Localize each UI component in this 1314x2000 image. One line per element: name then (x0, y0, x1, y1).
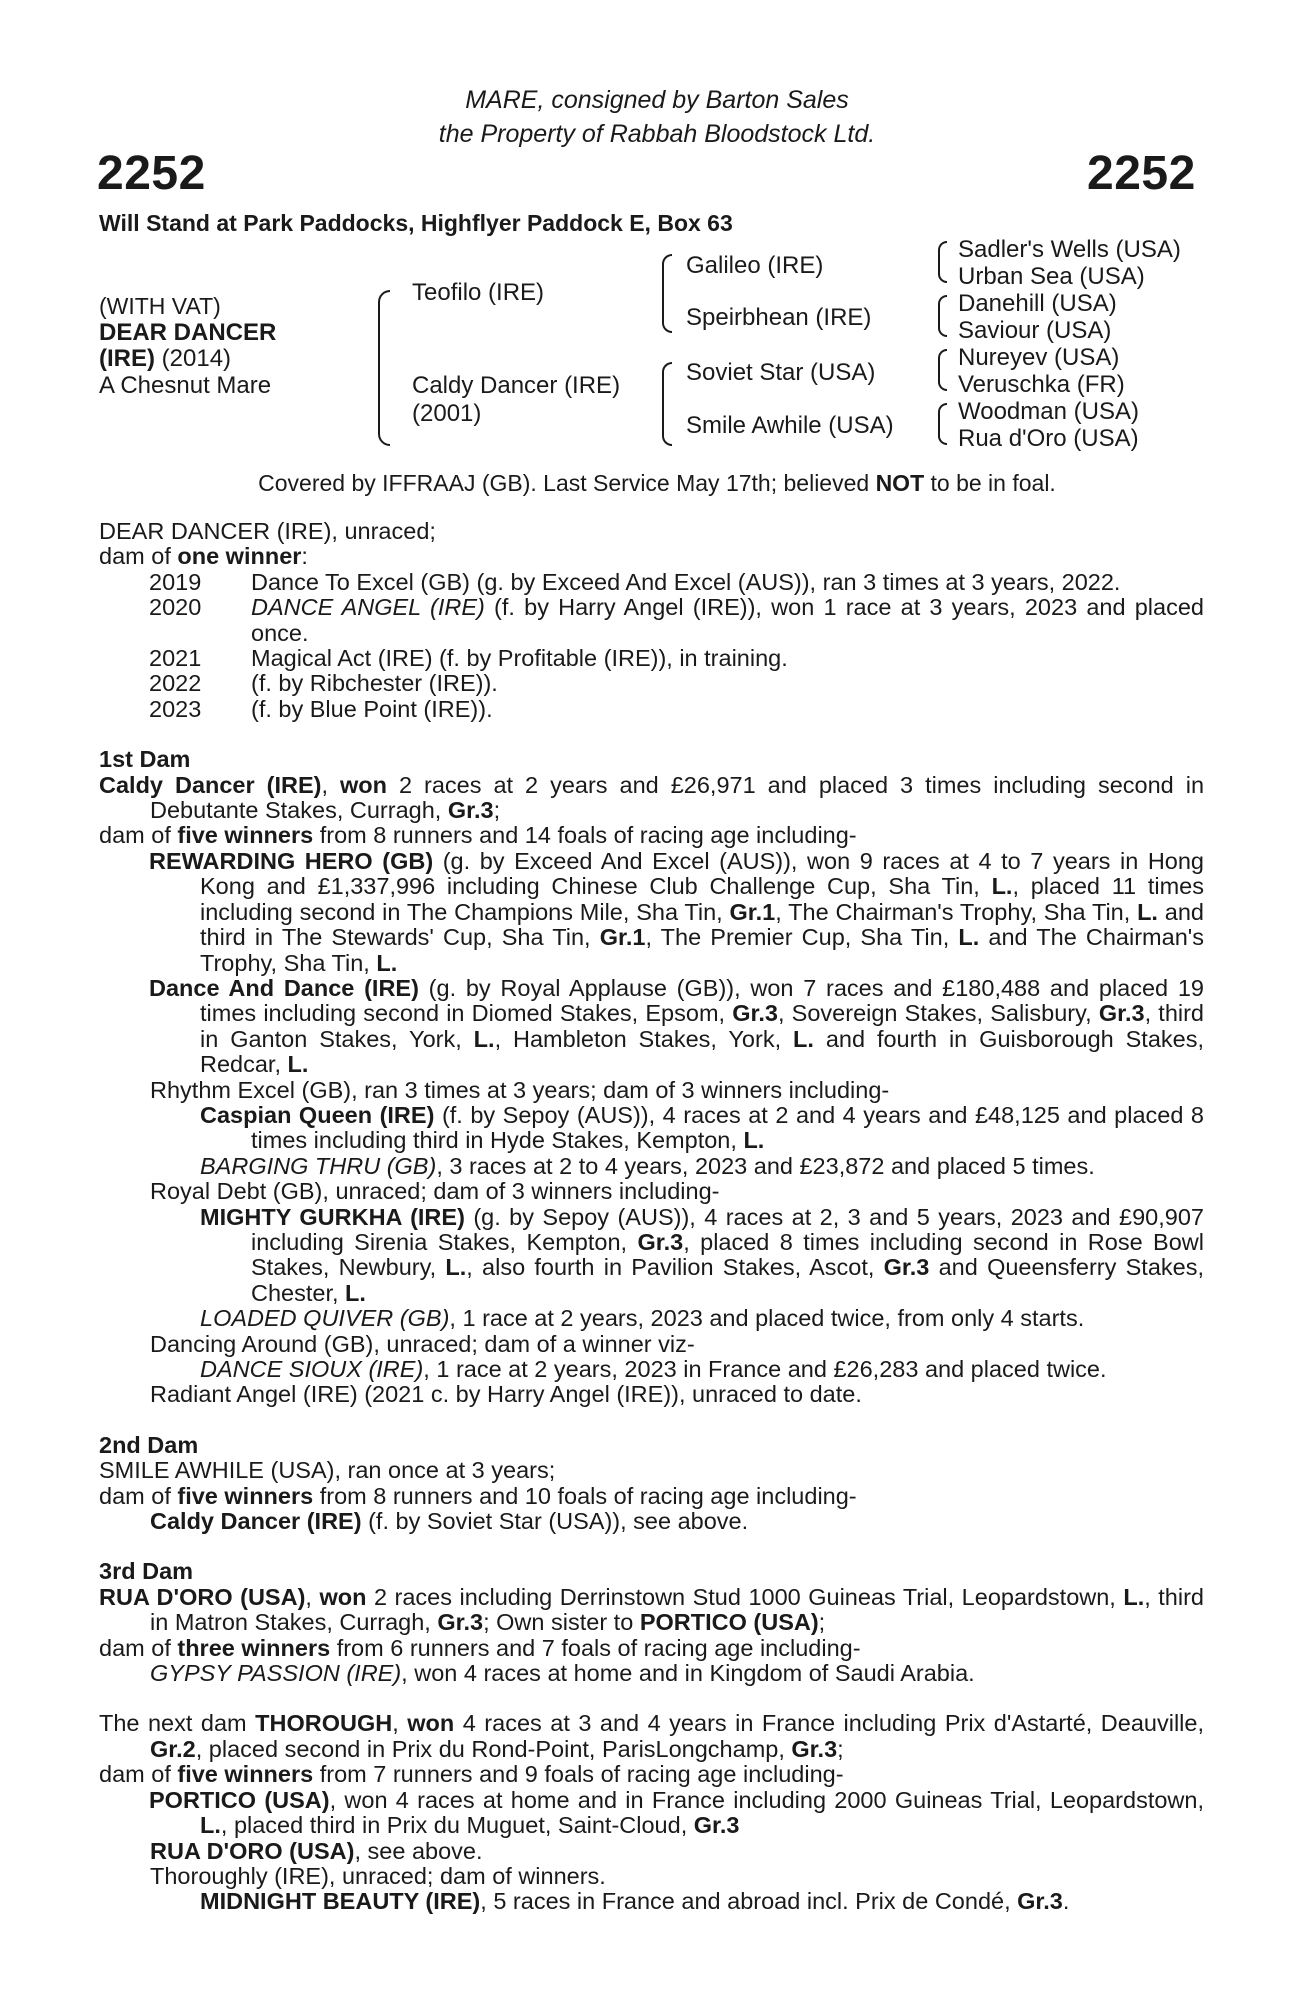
progeny-name: Dance And Dance (IRE) (149, 974, 419, 1001)
great-grandsire-4: Saviour (USA) (958, 317, 1112, 344)
foal-year: 2023 (149, 695, 202, 722)
first-dam-dam-of (99, 823, 1204, 848)
first-dam-heading: 1st Dam (99, 746, 191, 773)
text: , see above. (354, 1837, 483, 1864)
text: ; Own sister to (483, 1609, 640, 1636)
progeny-rewarding-hero (99, 849, 1204, 976)
ggs-brace-2 (938, 295, 947, 337)
progeny-name: Caldy Dancer (IRE) (150, 1508, 362, 1535)
grandsire-3: Soviet Star (USA) (686, 359, 876, 386)
dam-of-post: from 8 runners and 10 foals of racing age including- (313, 1482, 857, 1509)
dam-of-winners: five winners (177, 1482, 314, 1509)
dam-of-winners: five winners (177, 1761, 314, 1788)
text: and fourth in Guisborough Stakes, Redcar, (200, 1025, 1205, 1078)
horse-dam-of (99, 544, 1204, 569)
listed: L. (445, 1254, 467, 1281)
grade: Gr.3 (1098, 1000, 1145, 1027)
progeny-dance-sioux (99, 1357, 1204, 1382)
foal-year: 2021 (149, 645, 202, 672)
listed: L. (991, 873, 1013, 900)
text: (f. by Sepoy (AUS)), 4 races at 2 and 4 years and £48,125 and placed 8 times including third in Hyde Stakes, Kempton, (251, 1101, 1204, 1154)
progeny-name: PORTICO (USA) (149, 1786, 330, 1813)
text: , The Premier Cup, Sha Tin, (645, 924, 959, 951)
sibling-name: PORTICO (USA) (639, 1609, 819, 1636)
stand-location: Will Stand at Park Paddocks, Highflyer Paddock E, Box 63 (99, 210, 733, 236)
text: (g. by Royal Applause (GB)), won 7 races and £180,488 and placed 19 times including second in Diomed Stakes, Epsom, (200, 974, 1205, 1027)
foal-row (99, 646, 1204, 671)
dam-of-post: from 7 runners and 9 foals of racing age including- (313, 1761, 844, 1788)
text: , placed third in Prix du Muguet, Saint-Cloud, (220, 1812, 694, 1839)
progeny-midnight-beauty (99, 1889, 1204, 1914)
great-grandsire-8: Rua d'Oro (USA) (958, 425, 1139, 452)
listed: L. (1123, 1583, 1145, 1610)
dam-of-pre: dam of (99, 1482, 178, 1509)
foal-text: (f. by Ribchester (IRE)). (251, 670, 498, 697)
text: , 3 races at 2 to 4 years, 2023 and £23,872 and placed 5 times. (436, 1152, 1095, 1179)
third-dam-heading: 3rd Dam (99, 1558, 194, 1585)
great-grandsire-5: Nureyev (USA) (958, 344, 1120, 371)
foal-text (251, 595, 1204, 646)
text: ; (837, 1735, 844, 1762)
text: , Sovereign Stakes, Salisbury, (777, 1000, 1099, 1027)
grandsire-2: Speirbhean (IRE) (686, 304, 872, 331)
dam-of-post: from 6 runners and 7 foals of racing age including- (330, 1634, 861, 1661)
grade: Gr.3 (883, 1254, 930, 1281)
listed: L. (345, 1279, 366, 1306)
foal-text: Dance To Excel (GB) (g. by Exceed And Excel (AUS)), ran 3 times at 3 years, 2022. (251, 568, 1121, 595)
progeny-name: BARGING THRU (GB) (200, 1152, 437, 1179)
ggs-brace-3 (938, 349, 947, 391)
text: and third in The Stewards' Cup, Sha Tin, (200, 898, 1204, 951)
listed: L. (743, 1127, 765, 1154)
dam-year: (2001) (412, 400, 482, 427)
lot-number-right: 2252 (1087, 147, 1196, 200)
dam-of-winners: one winner (177, 543, 302, 570)
horse-description: A Chesnut Mare (99, 372, 272, 399)
progeny-caspian-queen (99, 1103, 1204, 1154)
progeny-name: REWARDING HERO (GB) (149, 847, 434, 874)
progeny-name: GYPSY PASSION (IRE) (150, 1660, 402, 1687)
dam-name: Caldy Dancer (IRE) (412, 372, 621, 399)
end: ; (493, 797, 501, 824)
covered-not: NOT (875, 470, 925, 496)
great-grandsire-7: Woodman (USA) (958, 398, 1139, 425)
dam-name: Caldy Dancer (IRE) (99, 771, 322, 798)
horse-name: DEAR DANCER (99, 319, 277, 346)
progeny-name: MIDNIGHT BEAUTY (IRE) (200, 1888, 481, 1915)
progeny-portico (99, 1788, 1204, 1839)
foal-row (99, 671, 1204, 696)
dam-of-post: : (301, 543, 308, 570)
text: ; (818, 1609, 826, 1636)
dam-of-pre: dam of (99, 543, 178, 570)
horse-name-line2 (99, 345, 231, 373)
spacer (99, 1408, 1204, 1433)
text: , third in Ganton Stakes, York, (200, 1000, 1204, 1052)
dam-of-winners: three winners (177, 1634, 331, 1661)
dam-brace (662, 362, 672, 446)
dam-of-pre: dam of (99, 1634, 178, 1661)
lot-number-left: 2252 (97, 147, 206, 200)
dam-name: RUA D'ORO (USA) (99, 1583, 306, 1610)
grandsire-4: Smile Awhile (USA) (686, 412, 894, 439)
foal-detail: (f. by Harry Angel (IRE)), won 1 race at 3 years, 2023 and placed once. (251, 594, 1204, 646)
listed: L. (1137, 898, 1158, 925)
text: , 5 races in France and abroad incl. Prix de Condé, (480, 1888, 1018, 1915)
second-dam-record: SMILE AWHILE (USA), ran once at 3 years; (99, 1457, 556, 1484)
progeny-gypsy-passion (99, 1661, 1204, 1686)
text: (g. by Sepoy (AUS)), 4 races at 2, 3 and 5 years, 2023 and £90,907 including Sirenia Stakes, Kempton, (251, 1203, 1204, 1255)
text: and Queensferry Stakes, Chester, (251, 1254, 1204, 1306)
text: (f. by Soviet Star (USA)), see above. (361, 1508, 749, 1535)
dam-of-winners: five winners (177, 822, 314, 849)
listed: L. (287, 1051, 309, 1078)
grade: Gr.3 (447, 797, 494, 824)
grade: Gr.2 (150, 1735, 196, 1762)
first-dam-record (99, 773, 1204, 824)
text: , won 4 races at home and in France including 2000 Guineas Trial, Leopardstown, (329, 1786, 1204, 1813)
great-grandsire-6: Veruschka (FR) (958, 371, 1125, 398)
record-text: 2 races at 2 years and £26,971 and placed 3 times including second in Debutante Stakes, Curragh, (150, 771, 1205, 824)
text: and The Chairman's Trophy, Sha Tin, (200, 924, 1204, 976)
progeny-caldy-dancer (99, 1509, 1204, 1534)
won-label: won (319, 1583, 367, 1610)
progeny-thoroughly: Thoroughly (IRE), unraced; dam of winners. (150, 1862, 606, 1889)
text: (g. by Exceed And Excel (AUS)), won 9 races at 4 to 7 years in Hong Kong and £1,337,996 including Chinese Club Challenge Cup, Sha Tin, (200, 847, 1204, 900)
progeny-dancing-around: Dancing Around (GB), unraced; dam of a winner viz- (150, 1330, 695, 1357)
listed: L. (473, 1025, 495, 1052)
great-grandsire-2: Urban Sea (USA) (958, 263, 1145, 290)
listed: L. (793, 1025, 814, 1052)
spacer (99, 1534, 1204, 1559)
progeny-name: MIGHTY GURKHA (IRE) (200, 1203, 465, 1230)
text: , also fourth in Pavilion Stakes, Ascot, (466, 1254, 884, 1281)
text: 4 races at 3 and 4 years in France including Prix d'Astarté, Deauville, (454, 1710, 1205, 1737)
listed: L. (376, 949, 398, 976)
horse-race-record: DEAR DANCER (IRE), unraced; (99, 518, 436, 544)
great-grandsire-1: Sadler's Wells (USA) (958, 236, 1181, 263)
listed: L. (958, 924, 980, 951)
dam-of-pre: dam of (99, 1761, 178, 1788)
property-line: the Property of Rabbah Bloodstock Ltd. (438, 120, 876, 148)
progeny-dance-and-dance (99, 976, 1204, 1078)
progeny-name: RUA D'ORO (USA) (150, 1837, 355, 1864)
foal-name-italic: DANCE ANGEL (IRE) (251, 594, 485, 621)
text: The next dam (99, 1710, 256, 1737)
spacer (99, 722, 1204, 747)
grade: Gr.3 (637, 1228, 684, 1255)
foal-row (99, 595, 1204, 646)
next-dam-dam-of (99, 1762, 1204, 1787)
sire-brace (662, 254, 672, 333)
foal-row (99, 697, 1204, 722)
text: , third in Matron Stakes, Curragh, (150, 1583, 1204, 1636)
progeny-barging-thru (99, 1154, 1204, 1179)
ggs-brace-1 (938, 241, 947, 283)
foal-year: 2019 (149, 568, 202, 595)
second-dam-dam-of (99, 1484, 1204, 1509)
next-dam-record (99, 1711, 1204, 1762)
grandsire-1: Galileo (IRE) (686, 252, 824, 279)
sep: , (392, 1710, 408, 1737)
dam-name: THOROUGH (255, 1710, 393, 1737)
text: , placed 11 times including second in The Champions Mile, Sha Tin, (200, 873, 1204, 925)
covered-pre: Covered by IFFRAAJ (GB). Last Service May 17th; believed (258, 470, 876, 496)
won-label: won (339, 771, 387, 798)
listed: L. (200, 1812, 221, 1839)
progeny-mighty-gurkha (99, 1205, 1204, 1307)
ggs-brace-4 (938, 403, 947, 445)
dam-of-post: from 8 runners and 14 foals of racing age including- (313, 822, 857, 849)
sep: , (321, 771, 340, 798)
horse-year: (2014) (155, 345, 232, 372)
foal-year: 2022 (149, 670, 202, 697)
pedigree-brace-main (378, 290, 390, 446)
progeny-royal-debt: Royal Debt (GB), unraced; dam of 3 winners including- (150, 1178, 720, 1205)
progeny-rua-doro (99, 1839, 1204, 1864)
dam-of-pre: dam of (99, 822, 178, 849)
covered-line (0, 470, 1314, 497)
grade: Gr.3 (437, 1609, 484, 1636)
foal-year: 2020 (149, 594, 202, 621)
grade: Gr.3 (1017, 1888, 1063, 1915)
foal-row (99, 570, 1204, 595)
grade: Gr.3 (693, 1812, 740, 1839)
vat-label: (WITH VAT) (99, 293, 221, 319)
horse-suffix: (IRE) (99, 345, 155, 372)
text: , 1 race at 2 years, 2023 in France and £26,283 and placed twice. (423, 1356, 1107, 1382)
produce-record (99, 519, 1204, 1915)
third-dam-record (99, 1585, 1204, 1636)
text: 2 races including Derrinstown Stud 1000 Guineas Trial, Leopardstown, (366, 1583, 1124, 1610)
text: , placed second in Prix du Rond-Point, ParisLongchamp, (195, 1735, 792, 1762)
covered-post: to be in foal. (924, 470, 1056, 496)
progeny-name: Caspian Queen (IRE) (200, 1101, 435, 1128)
grade: Gr.1 (729, 898, 776, 925)
second-dam-heading: 2nd Dam (99, 1431, 199, 1458)
text: , 1 race at 2 years, 2023 and placed twice, from only 4 starts. (449, 1305, 1085, 1332)
progeny-name: DANCE SIOUX (IRE) (200, 1356, 424, 1382)
consignment-line: MARE, consigned by Barton Sales (465, 86, 849, 114)
progeny-name: LOADED QUIVER (GB) (200, 1305, 450, 1332)
spacer (99, 1686, 1204, 1711)
text: , Hambleton Stakes, York, (494, 1025, 794, 1052)
great-grandsire-3: Danehill (USA) (958, 290, 1117, 317)
grade: Gr.1 (599, 924, 646, 951)
won-label: won (407, 1710, 455, 1737)
grade: Gr.3 (791, 1735, 838, 1762)
progeny-rhythm-excel: Rhythm Excel (GB), ran 3 times at 3 years; dam of 3 winners including- (150, 1076, 890, 1103)
progeny-radiant-angel: Radiant Angel (IRE) (2021 c. by Harry Angel (IRE)), unraced to date. (150, 1381, 862, 1408)
text: . (1062, 1888, 1070, 1915)
foal-text: Magical Act (IRE) (f. by Profitable (IRE)), in training. (251, 645, 788, 672)
sep: , (305, 1583, 320, 1610)
text: , placed 8 times including second in Rose Bowl Stakes, Newbury, (251, 1228, 1204, 1281)
sire-name: Teofilo (IRE) (412, 279, 545, 306)
text: , won 4 races at home and in Kingdom of Saudi Arabia. (401, 1660, 975, 1687)
text: , The Chairman's Trophy, Sha Tin, (775, 898, 1138, 925)
foal-text: (f. by Blue Point (IRE)). (251, 695, 493, 722)
third-dam-dam-of (99, 1636, 1204, 1661)
progeny-loaded-quiver (99, 1306, 1204, 1331)
grade: Gr.3 (732, 1000, 778, 1027)
